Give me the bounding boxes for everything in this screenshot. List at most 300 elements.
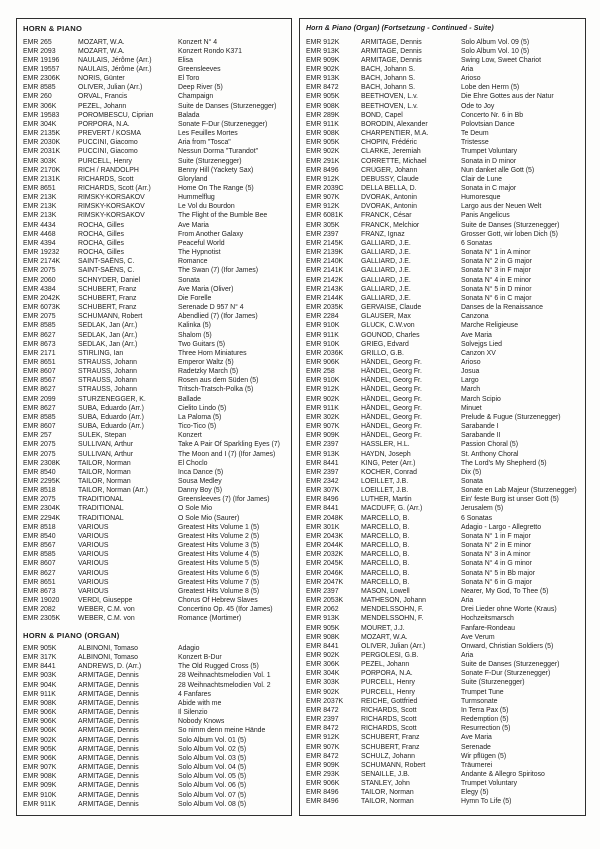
emr-number: EMR 8441 bbox=[306, 642, 339, 650]
section-heading: Horn & Piano (Organ) (Fortsetzung - Continued - Suite) bbox=[306, 25, 494, 32]
catalog-row bbox=[22, 92, 286, 101]
emr-number: EMR 2141K bbox=[306, 267, 344, 275]
composer-name: MARCELLO, B. bbox=[361, 542, 410, 550]
emr-number: EMR 8441 bbox=[306, 459, 339, 467]
emr-number: EMR 910K bbox=[306, 340, 340, 348]
catalog-row bbox=[22, 596, 286, 605]
emr-number: EMR 19020 bbox=[23, 597, 60, 605]
catalog-row bbox=[22, 781, 286, 790]
emr-number: EMR 213K bbox=[23, 194, 57, 202]
catalog-row bbox=[305, 743, 580, 752]
piece-title: Clair de Lune bbox=[461, 175, 502, 183]
emr-number: EMR 902K bbox=[306, 65, 340, 73]
catalog-row bbox=[22, 431, 286, 440]
piece-title: Passion Choral (5) bbox=[461, 441, 519, 449]
catalog-row bbox=[305, 752, 580, 761]
composer-name: ARMITAGE, Dennis bbox=[78, 791, 139, 799]
emr-number: EMR 2284 bbox=[306, 313, 339, 321]
emr-number: EMR 908K bbox=[306, 130, 340, 138]
catalog-row bbox=[305, 184, 580, 193]
piece-title: Greensleeves bbox=[178, 65, 221, 73]
composer-name: PURCELL, Henry bbox=[78, 157, 132, 165]
composer-name: GALLIARD, J.E. bbox=[361, 258, 411, 266]
piece-title: Solo Album Vol. 05 (5) bbox=[178, 773, 247, 781]
catalog-row bbox=[22, 690, 286, 699]
emr-number: EMR 8472 bbox=[306, 84, 339, 92]
piece-title: Resurrection (5) bbox=[461, 725, 511, 733]
piece-title: Nearer, My God, To Thee (5) bbox=[461, 587, 549, 595]
catalog-row bbox=[305, 331, 580, 340]
emr-number: EMR 2045K bbox=[306, 560, 344, 568]
piece-title: Deep River (5) bbox=[178, 84, 223, 92]
catalog-row bbox=[22, 717, 286, 726]
composer-name: ROCHA, Gilles bbox=[78, 230, 124, 238]
emr-number: EMR 2037K bbox=[306, 697, 344, 705]
catalog-row bbox=[22, 440, 286, 449]
composer-name: VARIOUS bbox=[78, 587, 109, 595]
column-right bbox=[299, 18, 586, 816]
catalog-row bbox=[305, 138, 580, 147]
composer-name: SEDLAK, Jan (Arr.) bbox=[78, 322, 138, 330]
emr-number: EMR 4394 bbox=[23, 239, 56, 247]
emr-number: EMR 908K bbox=[23, 773, 57, 781]
composer-name: CLARKE, Jeremiah bbox=[361, 148, 421, 156]
piece-title: Sarabande I bbox=[461, 423, 499, 431]
piece-title: From Another Galaxy bbox=[178, 230, 244, 238]
emr-number: EMR 2099 bbox=[23, 395, 56, 403]
composer-name: MOZART, W.A. bbox=[78, 38, 125, 46]
piece-title: Sonata in C major bbox=[461, 185, 517, 192]
composer-name: MENDELSSOHN, F. bbox=[361, 615, 424, 623]
composer-name: STURZENEGGER, K. bbox=[78, 395, 146, 403]
piece-title: St. Anthony Choral bbox=[461, 450, 519, 458]
catalog-row bbox=[22, 514, 286, 523]
catalog-row bbox=[305, 303, 580, 312]
composer-name: PERGOLESI, G.B. bbox=[361, 651, 419, 659]
piece-title: Benny Hill (Yackety Sax) bbox=[178, 166, 254, 174]
catalog-row bbox=[305, 788, 580, 797]
piece-title: Les Feuilles Mortes bbox=[178, 130, 238, 138]
composer-name: ARMITAGE, Dennis bbox=[361, 47, 422, 55]
composer-name: RIMSKY-KORSAKOV bbox=[78, 194, 145, 202]
composer-name: ARMITAGE, Dennis bbox=[78, 782, 139, 790]
piece-title: Sonata bbox=[461, 478, 483, 485]
composer-name: SCHUMANN, Robert bbox=[78, 313, 143, 321]
catalog-row bbox=[305, 349, 580, 358]
piece-title: 6 Sonatas bbox=[461, 514, 493, 522]
composer-name: STRAUSS, Johann bbox=[78, 377, 137, 385]
catalog-row bbox=[22, 486, 286, 495]
composer-name: PEZEL, Johann bbox=[78, 102, 127, 110]
composer-name: SCHUBERT, Franz bbox=[78, 294, 137, 302]
piece-title: Te Deum bbox=[461, 130, 489, 138]
composer-name: GRIEG, Edvard bbox=[361, 340, 409, 348]
emr-number: EMR 8627 bbox=[23, 331, 56, 339]
catalog-row bbox=[305, 724, 580, 733]
piece-title: Dix (5) bbox=[461, 468, 482, 476]
catalog-row bbox=[22, 763, 286, 772]
piece-title: Nun danket alle Gott (5) bbox=[461, 166, 535, 174]
piece-title: Sonata N° 3 in F major bbox=[461, 267, 531, 275]
emr-number: EMR 8441 bbox=[306, 505, 339, 513]
emr-number: EMR 2075 bbox=[23, 496, 56, 504]
emr-number: EMR 2044K bbox=[306, 542, 344, 550]
emr-number: EMR 902K bbox=[306, 688, 340, 696]
catalog-row bbox=[22, 404, 286, 413]
catalog-row bbox=[305, 248, 580, 257]
emr-number: EMR 291K bbox=[306, 157, 340, 165]
composer-name: KOCHER, Conrad bbox=[361, 468, 417, 476]
catalog-row bbox=[305, 395, 580, 404]
catalog-row bbox=[305, 486, 580, 495]
emr-number: EMR 2397 bbox=[306, 441, 339, 449]
piece-title: Ein' feste Burg ist unser Gott (5) bbox=[461, 496, 559, 504]
composer-name: VARIOUS bbox=[78, 578, 109, 586]
catalog-row bbox=[22, 321, 286, 330]
composer-name: SCHULZ, Johann bbox=[361, 752, 416, 760]
composer-name: SULEK, Stepan bbox=[78, 432, 127, 440]
emr-number: EMR 2397 bbox=[306, 716, 339, 724]
piece-title: Tristesse bbox=[461, 139, 489, 147]
composer-name: SCHUBERT, Franz bbox=[361, 734, 420, 742]
composer-name: TRADITIONAL bbox=[78, 496, 124, 504]
piece-title: Marche Religieuse bbox=[461, 322, 519, 330]
catalog-section bbox=[22, 631, 286, 809]
catalog-row bbox=[305, 83, 580, 92]
piece-title: Solo Album Vol. 04 (5) bbox=[178, 764, 247, 772]
piece-title: Arioso bbox=[461, 358, 481, 366]
catalog-row bbox=[305, 147, 580, 156]
catalog-row bbox=[22, 184, 286, 193]
emr-number: EMR 902K bbox=[306, 395, 340, 403]
piece-title: Sonata N° 4 in G minor bbox=[461, 560, 532, 568]
composer-name: BACH, Johann S. bbox=[361, 84, 416, 92]
emr-number: EMR 2305K bbox=[23, 615, 61, 623]
emr-number: EMR 912K bbox=[306, 386, 340, 394]
catalog-row bbox=[22, 662, 286, 671]
emr-number: EMR 2144K bbox=[306, 294, 344, 302]
emr-number: EMR 304K bbox=[23, 120, 57, 128]
emr-number: EMR 904K bbox=[23, 681, 57, 689]
catalog-row bbox=[22, 56, 286, 65]
piece-title: Sousa Medley bbox=[178, 478, 222, 485]
piece-title: So nimm denn meine Hände bbox=[178, 727, 266, 735]
composer-name: VARIOUS bbox=[78, 523, 109, 531]
catalog-row bbox=[305, 47, 580, 56]
composer-name: BOND, Capel bbox=[361, 111, 403, 119]
catalog-row bbox=[305, 65, 580, 74]
catalog-row bbox=[22, 312, 286, 321]
composer-name: ORVAL, Francis bbox=[78, 93, 128, 101]
piece-title: March Scipio bbox=[461, 395, 501, 403]
catalog-row bbox=[305, 404, 580, 413]
composer-name: CHARPENTIER, M.A. bbox=[361, 130, 429, 138]
composer-name: ARMITAGE, Dennis bbox=[78, 690, 139, 698]
composer-name: FRANCK, Melchior bbox=[361, 221, 420, 229]
emr-number: EMR 913K bbox=[306, 75, 340, 83]
piece-title: Concertino Op. 45 (Ifor James) bbox=[178, 606, 273, 614]
piece-title: Emperor Waltz (5) bbox=[178, 358, 234, 366]
composer-name: TRADITIONAL bbox=[78, 505, 124, 513]
catalog-row bbox=[22, 157, 286, 166]
composer-name: ARMITAGE, Dennis bbox=[78, 681, 139, 689]
piece-title: Sonate F-Dur (Sturzenegger) bbox=[461, 670, 551, 678]
piece-title: The Flight of the Bumble Bee bbox=[178, 212, 268, 220]
emr-number: EMR 2135K bbox=[23, 130, 61, 138]
catalog-row bbox=[22, 83, 286, 92]
catalog-row bbox=[305, 202, 580, 211]
piece-title: Ave Maria (Oliver) bbox=[178, 285, 234, 293]
composer-name: BEETHOVEN, L.v. bbox=[361, 102, 418, 110]
emr-number: EMR 8518 bbox=[23, 523, 56, 531]
catalog-row bbox=[22, 708, 286, 717]
piece-title: Suite de Danses (Sturzenegger) bbox=[461, 221, 560, 229]
piece-title: Andante & Allegro Spiritoso bbox=[461, 771, 545, 778]
emr-number: EMR 2174K bbox=[23, 258, 61, 266]
catalog-row bbox=[305, 477, 580, 486]
piece-title: Greatest Hits Volume 3 (5) bbox=[178, 542, 260, 550]
piece-title: Trumpet Tune bbox=[461, 688, 504, 696]
catalog-row bbox=[22, 450, 286, 459]
composer-name: RIMSKY-KORSAKOV bbox=[78, 203, 145, 211]
piece-title: Radetzky March (5) bbox=[178, 368, 239, 376]
piece-title: Sonata N° 1 in A minor bbox=[461, 249, 531, 257]
emr-number: EMR 905K bbox=[306, 139, 340, 147]
emr-number: EMR 2397 bbox=[306, 230, 339, 238]
emr-number: EMR 2397 bbox=[306, 587, 339, 595]
composer-name: MARCELLO, B. bbox=[361, 551, 410, 559]
catalog-row bbox=[22, 791, 286, 800]
emr-number: EMR 317K bbox=[23, 654, 57, 662]
catalog-row bbox=[305, 495, 580, 504]
composer-name: TAILOR, Norman bbox=[361, 798, 414, 806]
composer-name: WEBER, C.M. von bbox=[78, 606, 135, 614]
catalog-row bbox=[22, 745, 286, 754]
composer-name: NORIS, Günter bbox=[78, 75, 125, 83]
emr-number: EMR 8673 bbox=[23, 587, 56, 595]
piece-title: The Moon and I (7) (Ifor James) bbox=[178, 450, 276, 458]
piece-title: Solo Album Vol. 06 (5) bbox=[178, 782, 247, 790]
emr-number: EMR 905K bbox=[23, 645, 57, 652]
composer-name: TAILOR, Norman bbox=[78, 468, 131, 476]
catalog-row bbox=[22, 340, 286, 349]
piece-title: Konzert B-Dur bbox=[178, 654, 222, 662]
catalog-row bbox=[305, 56, 580, 65]
piece-title: Suite de Danses (Sturzenegger) bbox=[461, 661, 560, 669]
emr-number: EMR 260 bbox=[23, 93, 52, 101]
piece-title: Abendlied (7) (Ifor James) bbox=[178, 313, 258, 321]
piece-title: Elisa bbox=[178, 56, 193, 64]
catalog-section bbox=[305, 24, 580, 807]
catalog-row bbox=[305, 688, 580, 697]
composer-name: FRANCK, César bbox=[361, 212, 412, 220]
piece-title: Lobe den Herrn (5) bbox=[461, 84, 520, 92]
piece-title: Tritsch-Tratsch-Polka (5) bbox=[178, 386, 254, 394]
composer-name: GERVAISE, Claude bbox=[361, 304, 422, 312]
composer-name: SEDLAK, Jan (Arr.) bbox=[78, 331, 138, 339]
emr-number: EMR 2139K bbox=[306, 249, 344, 257]
catalog-row bbox=[22, 111, 286, 120]
composer-name: WEBER, C.M. von bbox=[78, 615, 135, 623]
composer-name: MARCELLO, B. bbox=[361, 514, 410, 522]
emr-number: EMR 2342 bbox=[306, 478, 339, 485]
piece-title: Hymn To Life (5) bbox=[461, 798, 512, 806]
composer-name: NAULAIS, Jérôme (Arr.) bbox=[78, 56, 152, 64]
catalog-row bbox=[22, 587, 286, 596]
composer-name: SENAILLE, J.B. bbox=[361, 771, 410, 778]
emr-number: EMR 907K bbox=[306, 423, 340, 431]
piece-title: Fanfare-Rondeau bbox=[461, 624, 516, 632]
emr-number: EMR 2145K bbox=[306, 239, 344, 247]
emr-number: EMR 304K bbox=[306, 670, 340, 678]
composer-name: ARMITAGE, Dennis bbox=[361, 38, 422, 46]
emr-number: EMR 306K bbox=[306, 661, 340, 669]
catalog-row bbox=[22, 559, 286, 568]
piece-title: Ave Maria bbox=[461, 331, 492, 339]
piece-title: Panis Angelicus bbox=[461, 212, 510, 220]
emr-number: EMR 907K bbox=[23, 764, 57, 772]
catalog-row bbox=[22, 726, 286, 735]
catalog-row bbox=[22, 138, 286, 147]
emr-number: EMR 2140K bbox=[306, 258, 344, 266]
composer-name: RICH / RANDOLPH bbox=[78, 166, 139, 174]
emr-number: EMR 2142K bbox=[306, 276, 344, 284]
composer-name: HÄNDEL, Georg Fr. bbox=[361, 377, 422, 385]
emr-number: EMR 902K bbox=[23, 736, 57, 744]
emr-number: EMR 2131K bbox=[23, 175, 61, 183]
emr-number: EMR 910K bbox=[306, 322, 340, 330]
piece-title: Kalinka (5) bbox=[178, 322, 211, 330]
piece-title: Sonata N° 2 in G major bbox=[461, 258, 532, 266]
emr-number: EMR 906K bbox=[306, 780, 340, 788]
composer-name: PORPORA, N.A. bbox=[361, 670, 413, 678]
catalog-row bbox=[22, 129, 286, 138]
composer-name: SCHUBERT, Franz bbox=[78, 304, 137, 312]
composer-name: ANDREWS, D. (Arr.) bbox=[78, 663, 142, 671]
composer-name: SULLIVAN, Arthur bbox=[78, 441, 134, 449]
catalog-row bbox=[305, 578, 580, 587]
catalog-row bbox=[305, 624, 580, 633]
emr-number: EMR 906K bbox=[23, 718, 57, 726]
piece-title: Redemption (5) bbox=[461, 716, 509, 724]
piece-title: Inca Dance (5) bbox=[178, 468, 224, 476]
composer-name: RIMSKY-KORSAKOV bbox=[78, 212, 145, 220]
catalog-row bbox=[22, 504, 286, 513]
catalog-row bbox=[305, 440, 580, 449]
catalog-row bbox=[22, 285, 286, 294]
piece-title: Suite de Danses (Sturzenegger) bbox=[178, 102, 277, 110]
composer-name: NAULAIS, Jérôme (Arr.) bbox=[78, 65, 152, 73]
catalog-row bbox=[22, 605, 286, 614]
composer-name: ARMITAGE, Dennis bbox=[78, 727, 139, 735]
catalog-row bbox=[305, 211, 580, 220]
composer-name: LUTHER, Martin bbox=[361, 496, 412, 504]
catalog-row bbox=[22, 671, 286, 680]
catalog-row bbox=[305, 92, 580, 101]
piece-title: Romance bbox=[178, 258, 208, 266]
catalog-row bbox=[22, 120, 286, 129]
composer-name: TAILOR, Norman (Arr.) bbox=[78, 487, 148, 495]
emr-number: EMR 19583 bbox=[23, 111, 60, 119]
catalog-row bbox=[305, 779, 580, 788]
catalog-row bbox=[22, 349, 286, 358]
piece-title: Greatest Hits Volume 4 (5) bbox=[178, 551, 260, 559]
emr-number: EMR 2035K bbox=[306, 304, 344, 312]
composer-name: STRAUSS, Johann bbox=[78, 358, 137, 366]
catalog-row bbox=[305, 450, 580, 459]
piece-title: Konzert N° 4 bbox=[178, 38, 218, 46]
composer-name: ARMITAGE, Dennis bbox=[78, 764, 139, 772]
emr-number: EMR 2304K bbox=[23, 505, 61, 513]
emr-number: EMR 2295K bbox=[23, 478, 61, 485]
emr-number: EMR 911K bbox=[306, 404, 339, 412]
composer-name: ALBINONI, Tomaso bbox=[78, 654, 138, 662]
catalog-row bbox=[22, 422, 286, 431]
catalog-row bbox=[305, 761, 580, 770]
composer-name: GALLIARD, J.E. bbox=[361, 239, 411, 247]
emr-number: EMR 911K bbox=[306, 120, 339, 128]
piece-title: Tico-Tico (5) bbox=[178, 423, 217, 431]
composer-name: SEDLAK, Jan (Arr.) bbox=[78, 340, 138, 348]
piece-title: Träumerei bbox=[461, 761, 493, 769]
emr-number: EMR 8627 bbox=[23, 386, 56, 394]
composer-name: HÄNDEL, Georg Fr. bbox=[361, 432, 422, 440]
piece-title: Ode to Joy bbox=[461, 102, 495, 110]
composer-name: MOZART, W.A. bbox=[78, 47, 125, 55]
composer-name: FRANZ, Ignaz bbox=[361, 230, 405, 238]
catalog-row bbox=[305, 340, 580, 349]
catalog-row bbox=[22, 699, 286, 708]
piece-title: Suite (Sturzenegger) bbox=[461, 679, 525, 687]
emr-number: EMR 4384 bbox=[23, 285, 56, 293]
catalog-row bbox=[22, 175, 286, 184]
emr-number: EMR 906K bbox=[23, 727, 57, 735]
composer-name: TAILOR, Norman bbox=[361, 789, 414, 797]
emr-number: EMR 8472 bbox=[306, 725, 339, 733]
composer-name: OLIVER, Julian (Arr.) bbox=[361, 642, 426, 650]
emr-number: EMR 8567 bbox=[23, 542, 56, 550]
composer-name: ARMITAGE, Dennis bbox=[78, 736, 139, 744]
piece-title: Sonata N° 1 in F major bbox=[461, 532, 531, 540]
piece-title: Ave Verum bbox=[461, 633, 495, 641]
piece-title: Solo Album Vol. 08 (5) bbox=[178, 800, 247, 808]
piece-title: March bbox=[461, 386, 481, 394]
composer-name: DVORAK, Antonin bbox=[361, 194, 417, 202]
emr-number: EMR 2062 bbox=[306, 606, 339, 614]
composer-name: HÄNDEL, Georg Fr. bbox=[361, 413, 422, 421]
catalog-row bbox=[305, 221, 580, 230]
composer-name: PUCCINI, Giacomo bbox=[78, 148, 138, 156]
catalog-row bbox=[305, 523, 580, 532]
composer-name: GALLIARD, J.E. bbox=[361, 267, 411, 275]
catalog-row bbox=[305, 230, 580, 239]
emr-number: EMR 906K bbox=[23, 754, 57, 762]
catalog-row bbox=[305, 266, 580, 275]
composer-name: MENDELSSOHN, F. bbox=[361, 606, 424, 614]
emr-number: EMR 4468 bbox=[23, 230, 56, 238]
emr-number: EMR 293K bbox=[306, 771, 340, 778]
catalog-row bbox=[305, 532, 580, 541]
piece-title: Danny Boy (5) bbox=[178, 487, 223, 495]
catalog-row bbox=[22, 614, 286, 623]
catalog-row bbox=[22, 47, 286, 56]
composer-name: DEBUSSY, Claude bbox=[361, 175, 419, 183]
piece-title: Sonata N° 5 in D minor bbox=[461, 285, 532, 293]
catalog-row bbox=[305, 257, 580, 266]
piece-title: Canzona bbox=[461, 313, 489, 321]
piece-title: Abide with me bbox=[178, 699, 222, 707]
catalog-row bbox=[22, 644, 286, 653]
